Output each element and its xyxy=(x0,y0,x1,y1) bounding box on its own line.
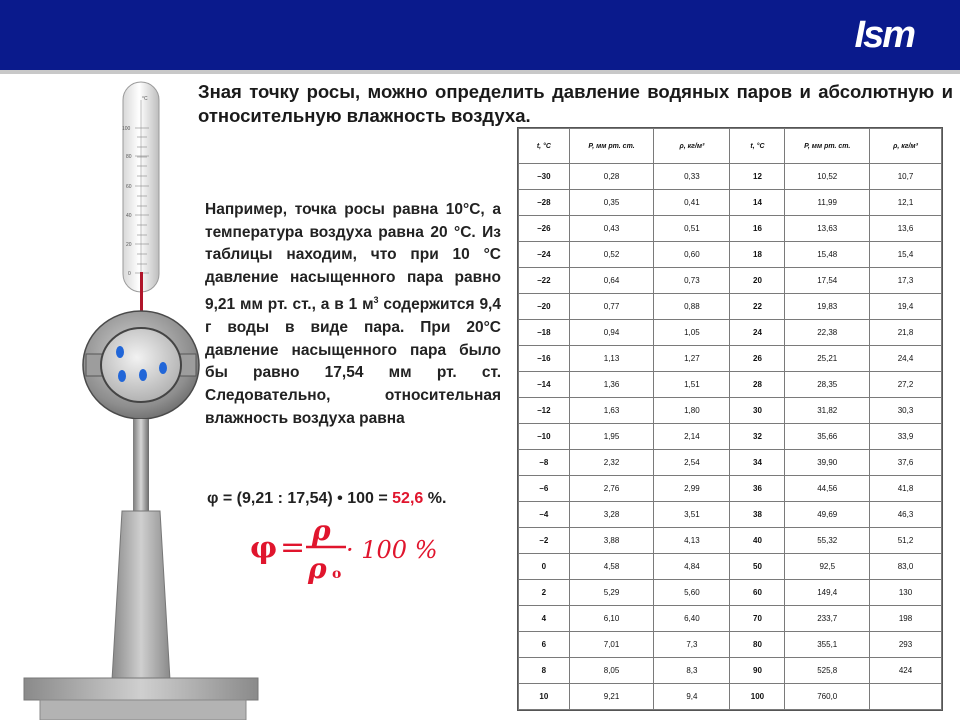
logo: Ism xyxy=(854,14,914,56)
formula-denominator: ρ xyxy=(308,552,327,584)
table-cell: 10,52 xyxy=(785,164,870,190)
table-cell: 0,77 xyxy=(569,294,654,320)
table-row xyxy=(519,450,942,476)
table-cell: 1,05 xyxy=(654,320,730,346)
table-row xyxy=(519,684,942,710)
table-cell: –28 xyxy=(519,190,570,216)
table-row xyxy=(519,424,942,450)
table-cell: 41,8 xyxy=(870,476,942,502)
mercury-column xyxy=(140,272,143,316)
table-cell: 26 xyxy=(730,346,785,372)
table-cell: 9,4 xyxy=(654,684,730,710)
table-cell: 0,60 xyxy=(654,242,730,268)
table-cell: 9,21 xyxy=(569,684,654,710)
col-header: P, мм рт. ст. xyxy=(785,129,870,164)
table-cell: –14 xyxy=(519,372,570,398)
example-text-2: содержится 9,4 г воды в виде пара. При 20°С давление насыщенного пара было бы равно 17,54 мм рт. ст. Следовательно, относительная влажность воздуха равна xyxy=(205,296,501,427)
table-cell: 3,51 xyxy=(654,502,730,528)
formula-numerator: ρ xyxy=(312,514,331,547)
table-cell: –4 xyxy=(519,502,570,528)
table-cell: 19,83 xyxy=(785,294,870,320)
table-cell: 8,05 xyxy=(569,658,654,684)
table-cell: –24 xyxy=(519,242,570,268)
table-cell: –2 xyxy=(519,528,570,554)
table-cell: 0,33 xyxy=(654,164,730,190)
table-cell: 46,3 xyxy=(870,502,942,528)
table-cell: 2 xyxy=(519,580,570,606)
thermometer-tick-label: 20 xyxy=(126,242,132,248)
table-cell: 21,8 xyxy=(870,320,942,346)
table-cell: 55,32 xyxy=(785,528,870,554)
example-paragraph xyxy=(205,199,501,430)
table-cell: 0,88 xyxy=(654,294,730,320)
table-cell: 424 xyxy=(870,658,942,684)
table-cell: 2,99 xyxy=(654,476,730,502)
table-cell: 1,95 xyxy=(569,424,654,450)
formula-tail: · 100 % xyxy=(346,536,438,564)
table-cell: 30,3 xyxy=(870,398,942,424)
table-cell: 40 xyxy=(730,528,785,554)
table-cell: –8 xyxy=(519,450,570,476)
table-cell: 293 xyxy=(870,632,942,658)
table-cell: 8,3 xyxy=(654,658,730,684)
table-cell: 0,52 xyxy=(569,242,654,268)
table-cell: 0,28 xyxy=(569,164,654,190)
table-cell: 90 xyxy=(730,658,785,684)
col-header: ρ, кг/м³ xyxy=(654,129,730,164)
formula-denominator-sub: о xyxy=(332,566,342,582)
table-cell: 12,1 xyxy=(870,190,942,216)
thermometer-tick-label: 80 xyxy=(126,154,132,160)
table-cell: 37,6 xyxy=(870,450,942,476)
table-cell: 355,1 xyxy=(785,632,870,658)
table-cell: 5,29 xyxy=(569,580,654,606)
table-row xyxy=(519,320,942,346)
table-cell: 60 xyxy=(730,580,785,606)
table-cell: 14 xyxy=(730,190,785,216)
intro-paragraph: Зная точку росы, можно определить давление водяных паров и абсолютную и относительную влажность воздуха. xyxy=(198,81,953,126)
table-cell: 32 xyxy=(730,424,785,450)
table-cell: 0,35 xyxy=(569,190,654,216)
table-cell: 7,3 xyxy=(654,632,730,658)
table-cell: 12 xyxy=(730,164,785,190)
table-row xyxy=(519,658,942,684)
table-cell: 8 xyxy=(519,658,570,684)
result-value: 52,6 xyxy=(392,490,424,507)
formula-phi: φ xyxy=(250,531,278,566)
table-cell: 13,6 xyxy=(870,216,942,242)
table-cell: 7,01 xyxy=(569,632,654,658)
table-cell: 1,27 xyxy=(654,346,730,372)
result-suffix: %. xyxy=(423,490,447,507)
vapor-table xyxy=(518,128,942,710)
table-cell: 5,60 xyxy=(654,580,730,606)
table-cell: 3,88 xyxy=(569,528,654,554)
result-prefix: φ = (9,21 : 17,54) • 100 = xyxy=(207,490,393,507)
table-row xyxy=(519,528,942,554)
table-cell: 11,99 xyxy=(785,190,870,216)
cubic-superscript: 3 xyxy=(373,295,379,306)
table-cell: 2,14 xyxy=(654,424,730,450)
table-cell: 4,13 xyxy=(654,528,730,554)
table-row xyxy=(519,632,942,658)
saturated-vapor-table xyxy=(517,127,943,711)
table-row xyxy=(519,476,942,502)
table-cell: 10 xyxy=(519,684,570,710)
table-cell: –30 xyxy=(519,164,570,190)
table-cell: 1,13 xyxy=(569,346,654,372)
example-text-1: Например, точка росы равна 10°С, а температура воздуха равна 20 °С. Из таблицы находим, что при 10 °С давление насыщенного пара равно 9,21 мм рт. ст., а в 1 м xyxy=(205,201,501,314)
table-cell: –10 xyxy=(519,424,570,450)
header-bar xyxy=(0,0,960,70)
table-row xyxy=(519,190,942,216)
table-cell: 33,9 xyxy=(870,424,942,450)
col-header: t, °C xyxy=(730,129,785,164)
table-cell: 25,21 xyxy=(785,346,870,372)
table-cell: 80 xyxy=(730,632,785,658)
col-header: ρ, кг/м³ xyxy=(870,129,942,164)
table-row xyxy=(519,164,942,190)
table-header-row xyxy=(519,129,942,164)
table-row xyxy=(519,268,942,294)
table-row xyxy=(519,346,942,372)
table-cell: 31,82 xyxy=(785,398,870,424)
table-cell: 49,69 xyxy=(785,502,870,528)
table-cell: 198 xyxy=(870,606,942,632)
table-cell: 83,0 xyxy=(870,554,942,580)
formula-eq: = xyxy=(280,530,306,565)
table-cell: 0,51 xyxy=(654,216,730,242)
table-cell: 50 xyxy=(730,554,785,580)
table-cell: 34 xyxy=(730,450,785,476)
table-cell: 4,84 xyxy=(654,554,730,580)
table-cell: 36 xyxy=(730,476,785,502)
table-cell: 27,2 xyxy=(870,372,942,398)
table-cell: 4,58 xyxy=(569,554,654,580)
table-cell: –6 xyxy=(519,476,570,502)
table-cell: 2,32 xyxy=(569,450,654,476)
table-row xyxy=(519,580,942,606)
table-cell: 0,43 xyxy=(569,216,654,242)
table-cell: –20 xyxy=(519,294,570,320)
table-cell: 130 xyxy=(870,580,942,606)
table-cell: –18 xyxy=(519,320,570,346)
table-cell: 38 xyxy=(730,502,785,528)
table-cell: 39,90 xyxy=(785,450,870,476)
table-row xyxy=(519,294,942,320)
table-row xyxy=(519,372,942,398)
table-cell: 2,76 xyxy=(569,476,654,502)
col-header: t, °C xyxy=(519,129,570,164)
table-row xyxy=(519,606,942,632)
thermometer-tick-label: 40 xyxy=(126,213,132,219)
table-cell: 4 xyxy=(519,606,570,632)
thermometer-tick-label: 0 xyxy=(128,271,131,277)
table-cell: –12 xyxy=(519,398,570,424)
table-cell: –16 xyxy=(519,346,570,372)
table-cell xyxy=(870,684,942,710)
table-cell: 760,0 xyxy=(785,684,870,710)
table-cell: 44,56 xyxy=(785,476,870,502)
table-cell: 35,66 xyxy=(785,424,870,450)
table-row xyxy=(519,398,942,424)
table-cell: 6 xyxy=(519,632,570,658)
table-cell: 28,35 xyxy=(785,372,870,398)
table-cell: 1,51 xyxy=(654,372,730,398)
col-header: P, мм рт. ст. xyxy=(569,129,654,164)
table-cell: 18 xyxy=(730,242,785,268)
table-cell: 15,48 xyxy=(785,242,870,268)
thermometer-unit: °C xyxy=(142,96,148,102)
table-cell: 0,64 xyxy=(569,268,654,294)
table-cell: 3,28 xyxy=(569,502,654,528)
table-cell: 20 xyxy=(730,268,785,294)
table-cell: 19,4 xyxy=(870,294,942,320)
stand-base xyxy=(112,511,170,680)
table-cell: 15,4 xyxy=(870,242,942,268)
table-cell: 1,36 xyxy=(569,372,654,398)
table-cell: 92,5 xyxy=(785,554,870,580)
table-cell: 0 xyxy=(519,554,570,580)
table-row xyxy=(519,554,942,580)
result-line xyxy=(207,490,446,508)
stand-rod xyxy=(133,419,149,511)
humidity-formula xyxy=(248,514,468,584)
table-row xyxy=(519,502,942,528)
table-cell: 51,2 xyxy=(870,528,942,554)
table-cell: 0,73 xyxy=(654,268,730,294)
table-cell: 17,54 xyxy=(785,268,870,294)
table-cell: 100 xyxy=(730,684,785,710)
table-cell: 17,3 xyxy=(870,268,942,294)
table-row xyxy=(519,242,942,268)
table-cell: 10,7 xyxy=(870,164,942,190)
table-cell: 6,40 xyxy=(654,606,730,632)
table-cell: 233,7 xyxy=(785,606,870,632)
table-row xyxy=(519,216,942,242)
table-cell: 24 xyxy=(730,320,785,346)
table-cell: 2,54 xyxy=(654,450,730,476)
table-cell: 525,8 xyxy=(785,658,870,684)
thermometer-tick-label: 100 xyxy=(122,126,131,132)
table-cell: 28 xyxy=(730,372,785,398)
table-cell: 16 xyxy=(730,216,785,242)
table-cell: 0,94 xyxy=(569,320,654,346)
header-divider xyxy=(0,70,960,74)
table-cell: –26 xyxy=(519,216,570,242)
table-cell: 22 xyxy=(730,294,785,320)
table-cell: 13,63 xyxy=(785,216,870,242)
table-cell: 30 xyxy=(730,398,785,424)
table-cell: 149,4 xyxy=(785,580,870,606)
table-cell: 22,38 xyxy=(785,320,870,346)
table-cell: –22 xyxy=(519,268,570,294)
table-cell: 1,80 xyxy=(654,398,730,424)
table-cell: 1,63 xyxy=(569,398,654,424)
table-cell: 0,41 xyxy=(654,190,730,216)
table-cell: 6,10 xyxy=(569,606,654,632)
table-cell: 24,4 xyxy=(870,346,942,372)
table-cell: 70 xyxy=(730,606,785,632)
thermometer-tick-label: 60 xyxy=(126,184,132,190)
